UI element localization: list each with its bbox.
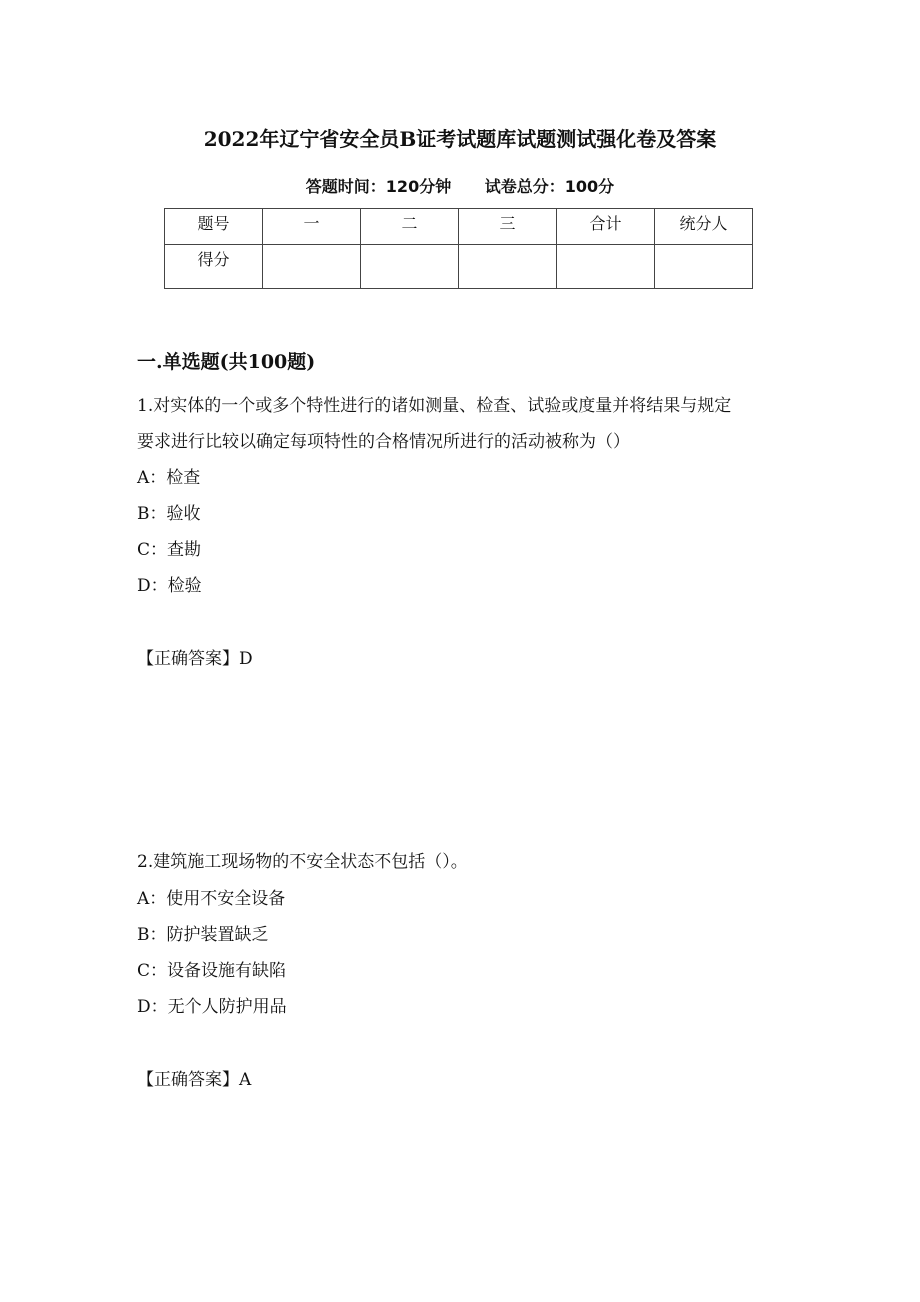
score-cell — [361, 245, 459, 289]
score-table — [164, 208, 753, 289]
score-cell — [459, 245, 557, 289]
score-cell — [655, 245, 753, 289]
option: D：检验 — [137, 576, 202, 596]
option: A：检查 — [137, 468, 201, 488]
section-heading: 一.单选题(共100题) — [137, 351, 316, 373]
option: A：使用不安全设备 — [137, 889, 286, 909]
exam-time: 答题时间：120分钟 — [305, 177, 452, 196]
header-cell: 二 — [361, 209, 459, 245]
document-title: 2022年辽宁省安全员B证考试题库试题测试强化卷及答案 — [203, 127, 717, 151]
header-cell: 三 — [459, 209, 557, 245]
header-cell: 统分人 — [655, 209, 753, 245]
question-text: 1.对实体的一个或多个特性进行的诸如测量、检查、试验或度量并将结果与规定 — [137, 396, 732, 416]
correct-answer: 【正确答案】D — [137, 649, 253, 669]
question-text: 2.建筑施工现场物的不安全状态不包括（）。 — [137, 852, 468, 872]
option: C：设备设施有缺陷 — [137, 961, 287, 981]
option: D：无个人防护用品 — [137, 997, 287, 1017]
option: B：验收 — [137, 504, 201, 524]
option: C：查勘 — [137, 540, 202, 560]
question-text: 要求进行比较以确定每项特性的合格情况所进行的活动被称为（） — [137, 432, 630, 452]
score-cell — [263, 245, 361, 289]
score-cell — [557, 245, 655, 289]
correct-answer: 【正确答案】A — [137, 1070, 252, 1090]
row-label: 得分 — [165, 245, 263, 289]
option: B：防护装置缺乏 — [137, 925, 269, 945]
exam-total-score: 试卷总分：100分 — [484, 177, 615, 196]
header-cell: 题号 — [165, 209, 263, 245]
exam-info — [0, 174, 920, 197]
score-table-score-row — [165, 245, 753, 289]
header-cell: 合计 — [557, 209, 655, 245]
score-table-header-row — [165, 209, 753, 245]
header-cell: 一 — [263, 209, 361, 245]
